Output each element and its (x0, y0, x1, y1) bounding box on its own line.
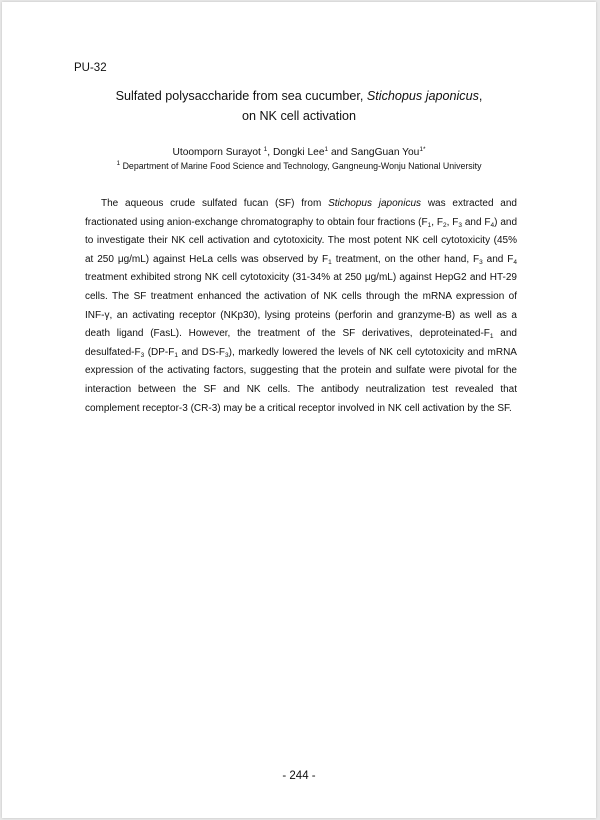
affiliation (2, 159, 596, 173)
paper-title (2, 86, 596, 126)
abstract-line: interaction between the SF and NK cells. The antibody neutralization test revealed that (85, 383, 517, 395)
title-line-2: on NK cell activation (241, 109, 357, 123)
author-2: , Dongki Lee (267, 147, 325, 158)
title-species: Stichopus japonicus (366, 89, 479, 103)
title-line-1 (2, 86, 596, 106)
abstract-line: cells. The SF treatment enhanced the activation of NK cells through the mRNA expression of (85, 290, 517, 302)
author-1: Utoomporn Surayot (172, 147, 264, 158)
abstract-line: death ligand (FasL). However, the treatment of the SF derivatives, deproteinated-$F_1$ and (85, 328, 517, 341)
document-page (2, 2, 596, 818)
abstract-line: complement receptor-3 (CR-3) may be a critical receptor involved in NK cell activation by the SF. (85, 402, 512, 414)
paper-code: PU-32 (74, 62, 107, 74)
title-text-end: , (478, 89, 483, 103)
author-3-affil: 1* (419, 146, 426, 153)
abstract-line: fractionated using anion-exchange chromatography to obtain four fractions ($F_1$, $F_2$, $F_3$ and $F_4$) and (85, 216, 518, 229)
author-1-affil: 1 (263, 146, 268, 153)
affiliation-marker: 1 (116, 160, 121, 167)
abstract-line: INF-γ, an activating receptor (NKp30), lysing proteins (perforin and granzyme-B) as well as a (85, 309, 517, 321)
abstract (85, 195, 517, 418)
abstract-line: The aqueous crude sulfated fucan (SF) from Stichopus japonicus was extracted and (101, 198, 517, 209)
abstract-line: desulfated-$F_3$ ($DP-F_1$ and $DS-F_3$), markedly lowered the levels of NK cell cytotoxicity and mRNA (85, 346, 517, 359)
author-2-affil: 1 (324, 146, 329, 153)
abstract-line: at 250 μg/mL) against HeLa cells was observed by $F_1$ treatment, on the other hand, $F_3$ and $F_4$ (85, 253, 517, 266)
author-3: and SangGuan You (328, 147, 420, 158)
abstract-line: to investigate their NK cell activation and cytotoxicity. The most potent NK cell cytotoxicity (45% (85, 235, 517, 247)
affiliation-text: Department of Marine Food Science and Technology, Gangneung-Wonju National University (120, 161, 482, 171)
title-text: Sulfated polysaccharide from sea cucumber, (115, 89, 367, 103)
abstract-line: expression of the activating factors, suggesting that the protein and sulfate were pivotal for the (85, 365, 517, 377)
abstract-line: treatment exhibited strong NK cell cytotoxicity (31-34% at 250 μg/mL) against HepG2 and HT-29 (85, 272, 517, 284)
page-number: - 244 - (282, 770, 316, 782)
